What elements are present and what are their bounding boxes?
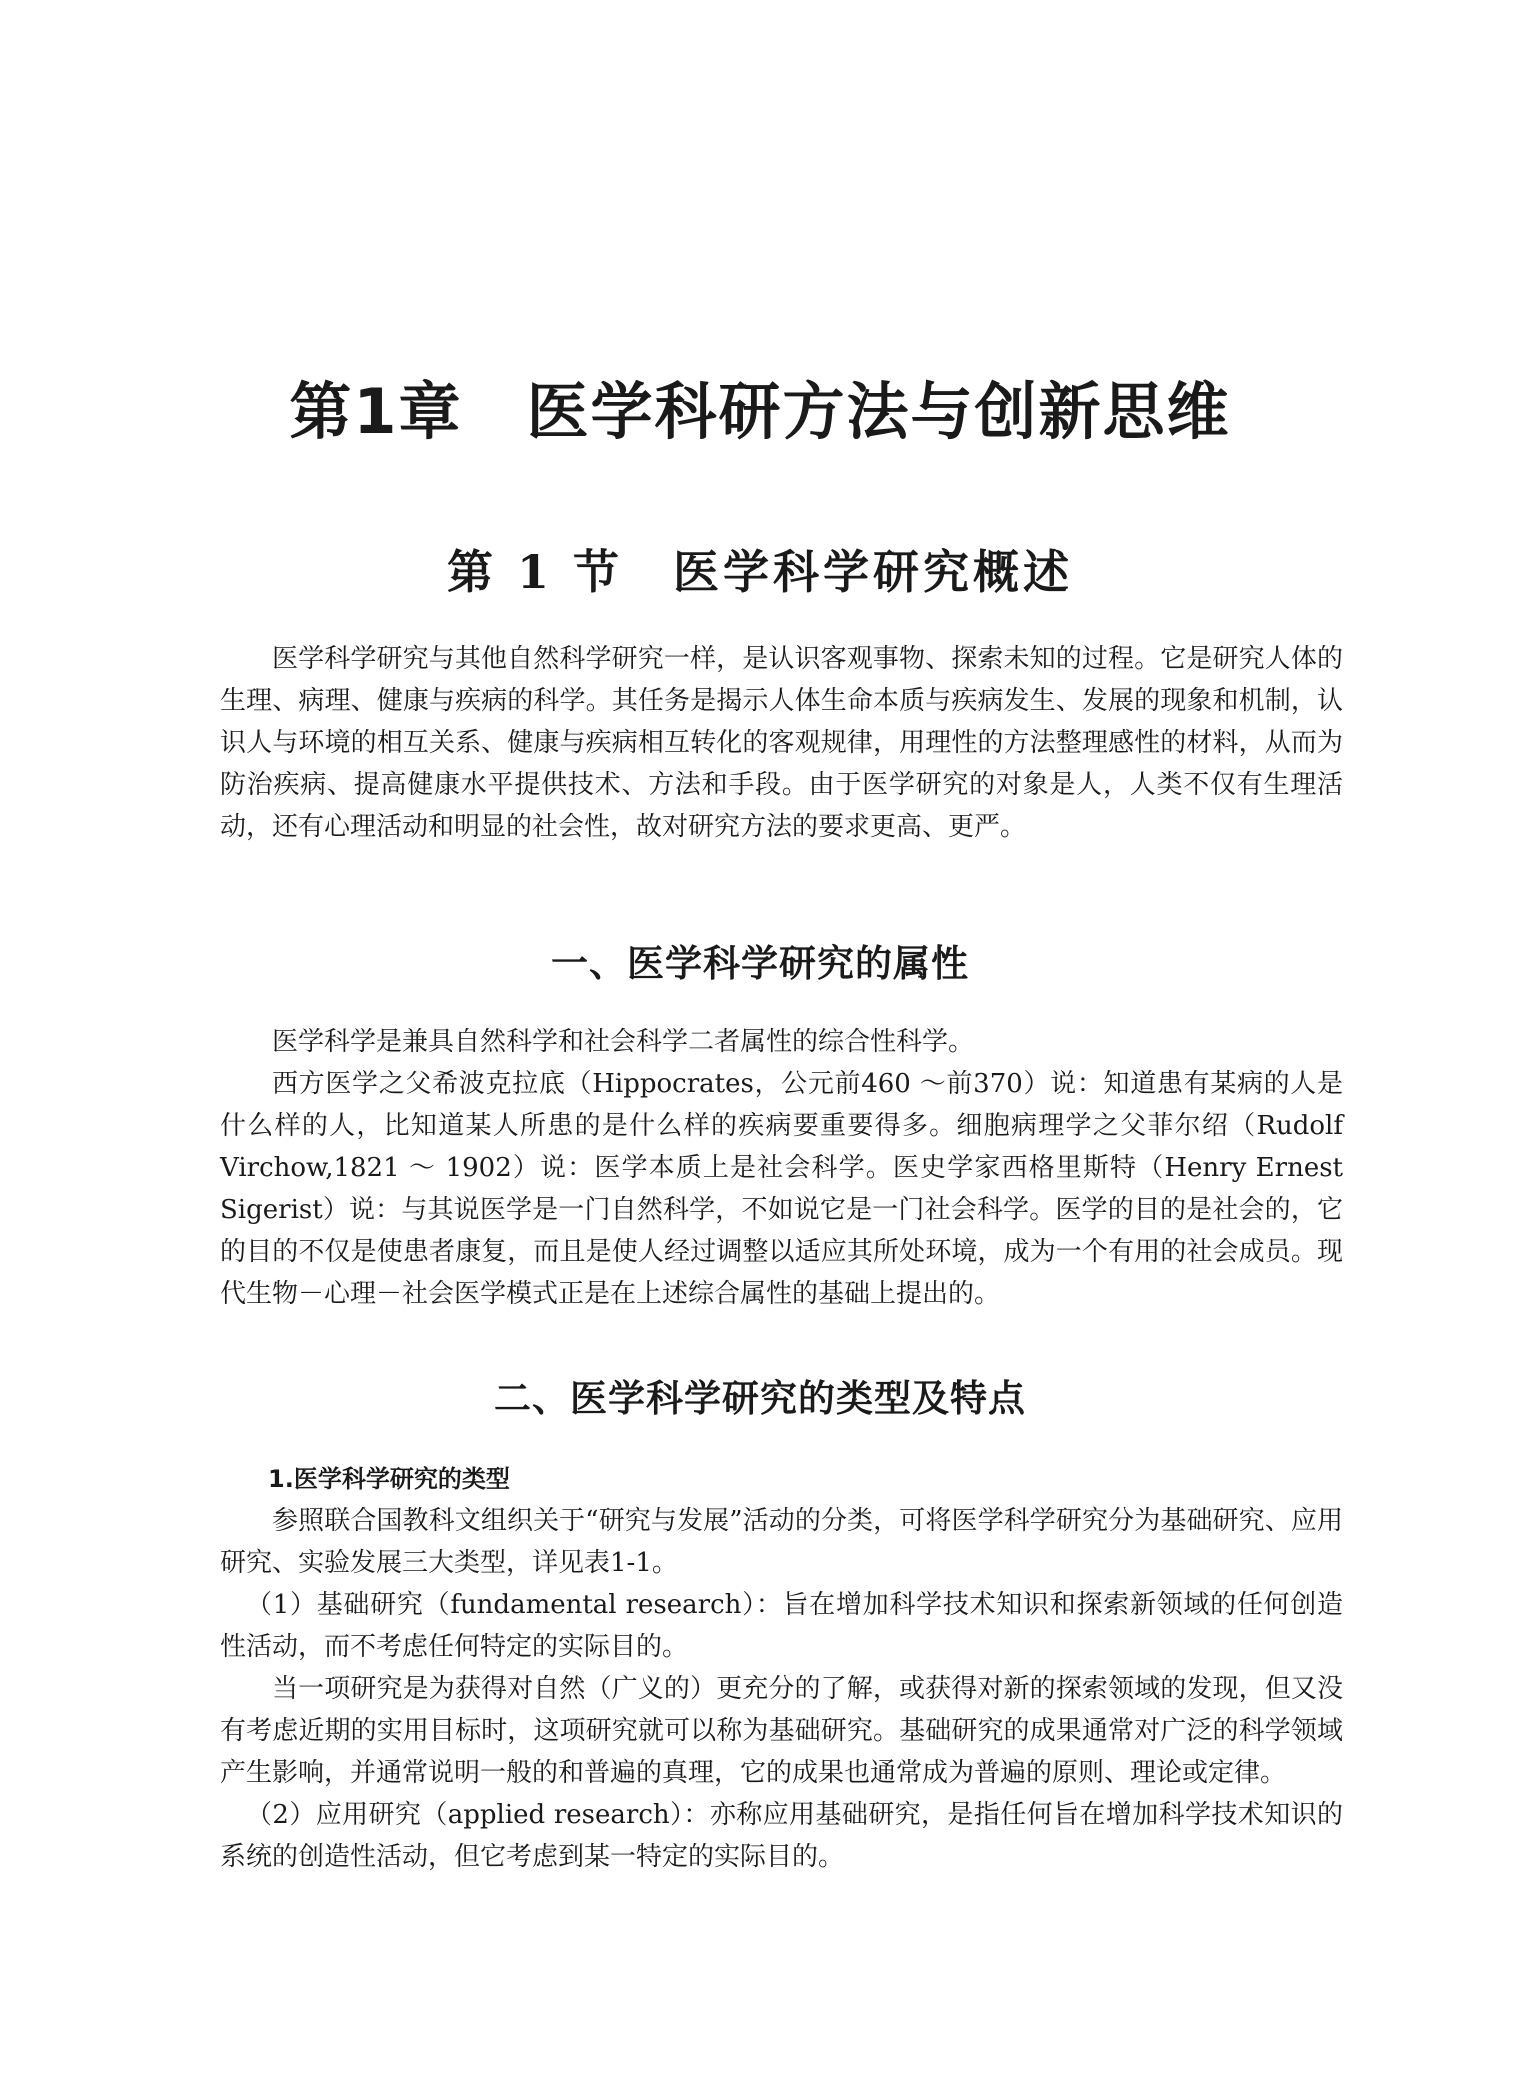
part2-heading: 二、医学科学研究的类型及特点 (494, 1376, 1026, 1420)
chapter-title: 第1章 医学科研方法与创新思维 (289, 375, 1231, 448)
intro-block (220, 638, 1343, 848)
part1-heading: 一、医学科学研究的属性 (551, 941, 969, 985)
part2-paragraph-1: 参照联合国教科文组织关于“研究与发展”活动的分类，可将医学科学研究分为基础研究、应用研究、实验发展三大类型，详见表1-1。 (220, 1506, 1343, 1578)
part1-paragraph-2: 西方医学之父希波克拉底（Hippocrates，公元前460 ～前370）说：知道患有某病的人是什么样的人，比知道某人所患的是什么样的疾病要重要得多。细胞病理学之父菲尔绍（Rudolf Virchow,1821 ～ 1902）说：医学本质上是社会科学。医史学家西格里斯特（Henry Ernest Sigerist）说：与其说医学是一门自然科学，不如说它是一门社会科学。医学的目的是社会的，它的目的不仅是使患者康复，而且是使人经过调整以适应其所处环境，成为一个有用的社会成员。现代生物－心理－社会医学模式正是在上述综合属性的基础上提出的。 (220, 1069, 1343, 1309)
section-title: 第 1 节 医学科学研究概述 (446, 545, 1074, 599)
part1-block (220, 1021, 1343, 1315)
part2-paragraph-2: （1）基础研究（fundamental research）：旨在增加科学技术知识和探索新领域的任何创造性活动，而不考虑任何特定的实际目的。 (220, 1590, 1343, 1662)
part2-paragraph-4: （2）应用研究（applied research）：亦称应用基础研究，是指任何旨在增加科学技术知识的系统的创造性活动，但它考虑到某一特定的实际目的。 (220, 1800, 1343, 1872)
part1-paragraph-1: 医学科学是兼具自然科学和社会科学二者属性的综合性科学。 (272, 1027, 975, 1057)
part2-paragraph-3: 当一项研究是为获得对自然（广义的）更充分的了解，或获得对新的探索领域的发现，但又没有考虑近期的实用目标时，这项研究就可以称为基础研究。基础研究的成果通常对广泛的科学领域产生影响，并通常说明一般的和普遍的真理，它的成果也通常成为普遍的原则、理论或定律。 (220, 1674, 1343, 1788)
intro-paragraph: 医学科学研究与其他自然科学研究一样，是认识客观事物、探索未知的过程。它是研究人体的生理、病理、健康与疾病的科学。其任务是揭示人体生命本质与疾病发生、发展的现象和机制，认识人与环境的相互关系、健康与疾病相互转化的客观规律，用理性的方法整理感性的材料，从而为防治疾病、提高健康水平提供技术、方法和手段。由于医学研究的对象是人，人类不仅有生理活动，还有心理活动和明显的社会性，故对研究方法的要求更高、更严。 (220, 644, 1343, 842)
part2-subheading: 1.医学科学研究的类型 (268, 1465, 510, 1493)
part2-block (220, 1458, 1343, 1878)
